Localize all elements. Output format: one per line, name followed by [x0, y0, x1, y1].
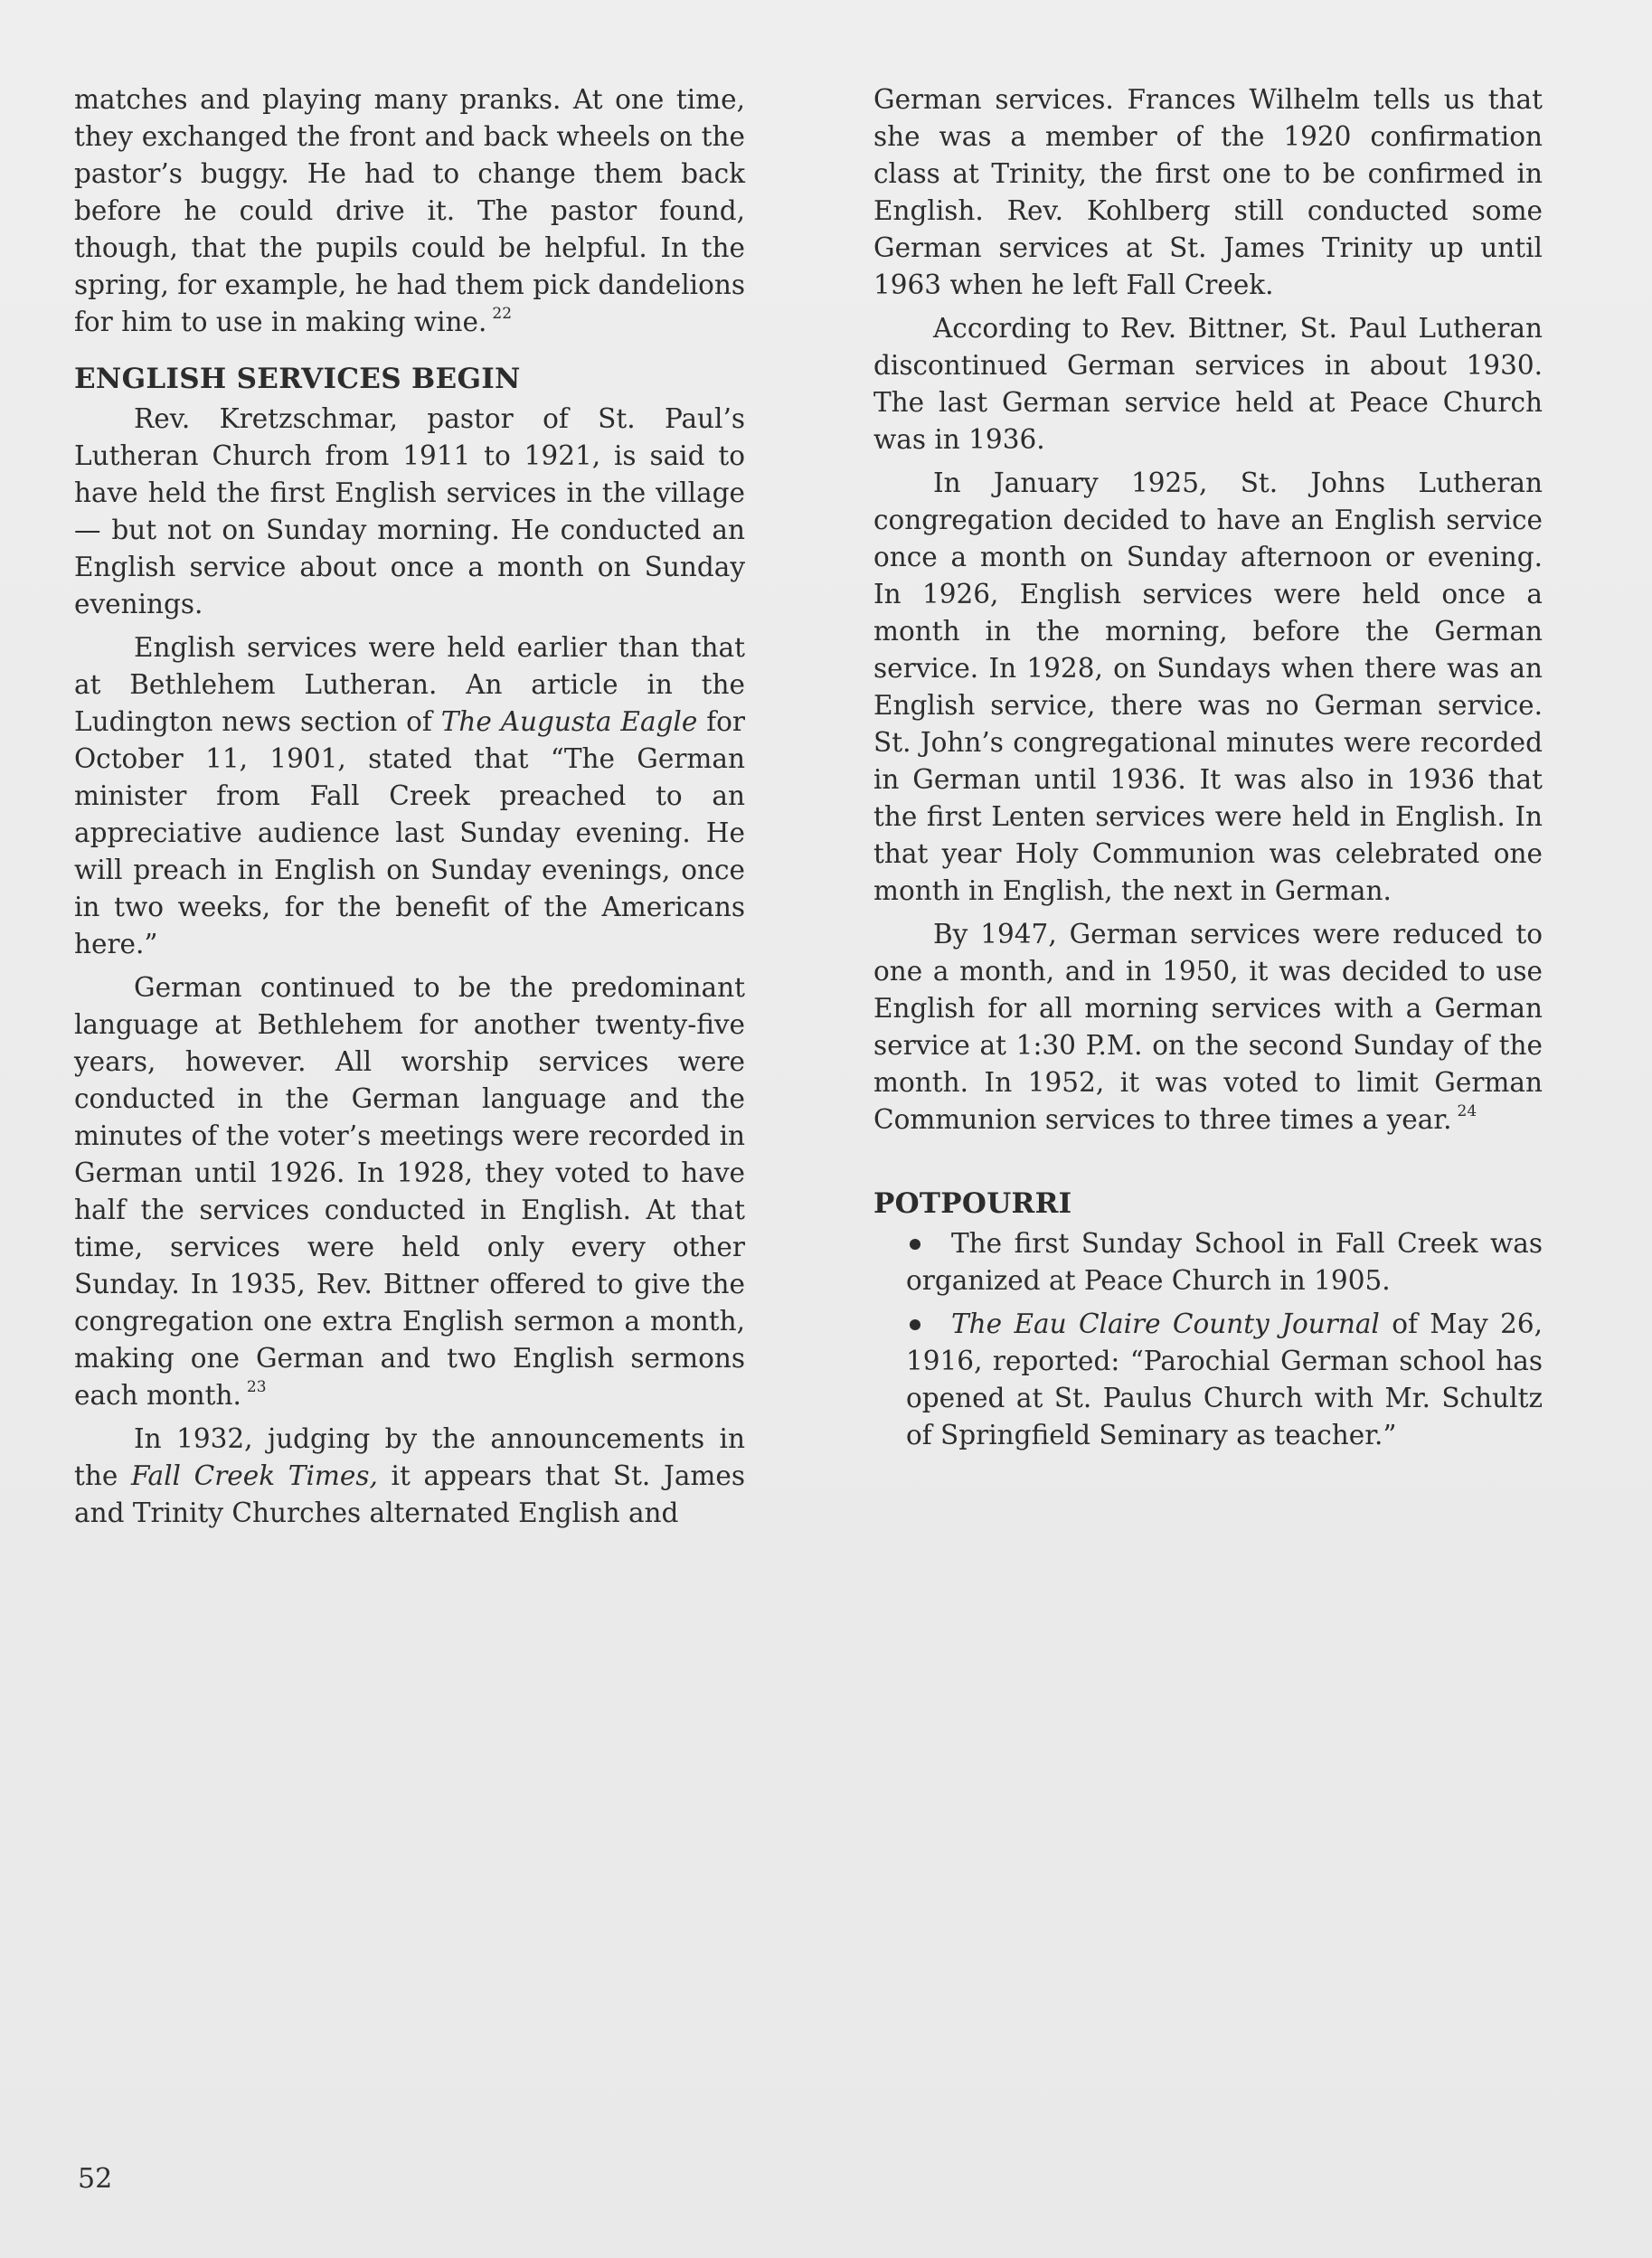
paragraph-bethlehem-text-a: English services were held earlier than that at Bethlehem Lutheran. An article in the Ludington news section of — [74, 632, 745, 737]
paragraph-german-services: German services. Frances Wilhelm tells us that she was a member of the 1920 confirmation class at Trinity, the first one to be confirmed in English. Rev. Kohlberg still conducted some German services at St. James Trinity up until 1963 when he left Fall Creek. — [873, 84, 1543, 300]
paragraph-st-paul: According to Rev. Bittner, St. Paul Lutheran discontinued German services in about 1930. The last German service held at Peace Church was in 1936. — [873, 313, 1543, 455]
bullet-item-sunday-school-text: The first Sunday School in Fall Creek was organized at Peace Church in 1905. — [906, 1228, 1543, 1296]
paragraph-st-johns: In January 1925, St. Johns Lutheran congregation decided to have an English service once a month on Sunday afternoon or evening. In 1926, English services were held once a month in the morning, before the German service. In 1928, on Sundays when there was an English service, there was no German service. St. John’s congregational minutes were recorded in German until 1936. It was also in 1936 that the first Lenten services were held in English. In that year Holy Communion was celebrated one month in English, the next in German. — [873, 468, 1543, 906]
footnote-ref-23: 23 — [246, 1378, 267, 1396]
newspaper-title-eau-claire-journal: The Eau Claire County Journal — [951, 1309, 1380, 1339]
bullet-item-parochial-school — [873, 1306, 1543, 1454]
paragraph-bethlehem-text-b: for October 11, 1901, stated that “The German minister from Fall Creek preached to an appreciative audience last Sunday evening. He will preach in English on Sunday evenings, once in two weeks, for the benefit of the Americans here.” — [74, 706, 745, 959]
paragraph-pranks-text: matches and playing many pranks. At one time, they exchanged the front and back wheels on the pastor’s buggy. He had to change them back before he could drive it. The pastor found, though, that the pupils could be helpful. In the spring, for example, he had them pick dandelions for him to use in making wine. — [74, 84, 745, 337]
bullet-icon — [910, 1239, 920, 1250]
paragraph-1947-text: By 1947, German services were reduced to one a month, and in 1950, it was decided to use English for all morning services with a German service at 1:30 P.M. on the second Sunday of the month. In 1952, it was voted to limit German Communion services to three times a year. — [873, 919, 1543, 1135]
paragraph-pranks — [74, 81, 745, 341]
section-heading-english-services: ENGLISH SERVICES BEGIN — [74, 363, 521, 395]
newspaper-title-fall-creek-times: Fall Creek Times, — [131, 1460, 378, 1491]
bullet-item-parochial-school-text: of May 26, 1916, reported: “Parochial German school has opened at St. Paulus Church with Mr. Schultz of Springfield Seminary as teacher.” — [906, 1309, 1543, 1450]
bullet-item-sunday-school — [873, 1225, 1543, 1299]
paragraph-bethlehem — [74, 629, 745, 963]
paragraph-1932-text-b: it appears that St. James and Trinity Churches alternated English and — [74, 1460, 745, 1528]
bullet-icon — [910, 1319, 920, 1330]
paragraph-german-predominant — [74, 969, 745, 1414]
paragraph-1932-text-a: In 1932, judging by the announcements in the — [74, 1423, 745, 1491]
right-column — [873, 81, 1543, 1460]
paragraph-1932 — [74, 1421, 745, 1532]
paragraph-kretzschmar: Rev. Kretzschmar, pastor of St. Paul’s Lutheran Church from 1911 to 1921, is said to have held the first English services in the village — but not on Sunday morning. He conducted an English service about once a month on Sunday evenings. — [74, 403, 745, 619]
page-number: 52 — [78, 2163, 113, 2195]
footnote-ref-24: 24 — [1457, 1102, 1477, 1120]
paragraph-german-predominant-text: German continued to be the predominant language at Bethlehem for another twenty-five years, however. All worship services were conducted in the German language and the minutes of the voter’s meetings were recorded in German until 1926. In 1928, they voted to have half the services conducted in English. At that time, services were held only every other Sunday. In 1935, Rev. Bittner offered to give the congregation one extra English sermon a month, making one German and two English sermons each month. — [74, 972, 745, 1411]
section-heading-potpourri: POTPOURRI — [873, 1187, 1072, 1220]
paragraph-1947 — [873, 916, 1543, 1138]
left-column — [74, 81, 745, 1538]
footnote-ref-22: 22 — [492, 305, 513, 323]
newspaper-title-augusta-eagle: The Augusta Eagle — [440, 706, 698, 737]
